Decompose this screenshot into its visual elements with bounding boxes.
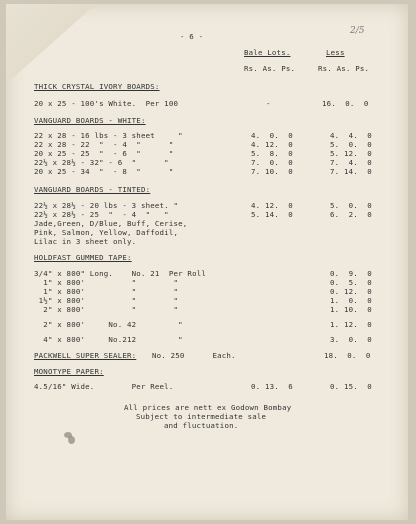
section-title: THICK CRYSTAL IVORY BOARDS: <box>34 82 160 91</box>
ink-spot <box>68 436 75 444</box>
row-less: 5. 0. 0 <box>330 140 372 149</box>
units-bale: Rs. As. Ps. <box>244 64 296 73</box>
row-bale: - <box>266 99 271 108</box>
row-less: 5. 12. 0 <box>330 149 372 158</box>
row-desc: No. 250 Each. <box>152 351 236 360</box>
row-bale: 7. 0. 0 <box>251 158 293 167</box>
row-less: 7. 4. 0 <box>330 158 372 167</box>
row-desc: 1" x 800' " " <box>34 278 179 287</box>
row-desc: 20 x 25 - 100's White. Per 100 <box>34 99 179 108</box>
row-less: 7. 14. 0 <box>330 167 372 176</box>
section-title: MONOTYPE PAPER: <box>34 367 104 376</box>
footer-line: and fluctuation. <box>164 421 239 430</box>
row-bale: 7. 10. 0 <box>251 167 293 176</box>
row-desc: 20 x 25 - 25 " - 6 " " <box>34 149 174 158</box>
row-less: 0. 5. 0 <box>330 278 372 287</box>
row-desc: 22½ x 28½ - 25 " - 4 " " <box>34 210 169 219</box>
row-desc: 1" x 800' " " <box>34 287 179 296</box>
row-desc: 22 x 28 - 22 " - 4 " " <box>34 140 174 149</box>
row-desc: 2" x 800' No. 42 " <box>34 320 183 329</box>
row-less: 16. 0. 0 <box>322 99 369 108</box>
row-desc: 1½" x 800' " " <box>34 296 179 305</box>
row-bale: 5. 14. 0 <box>251 210 293 219</box>
footer-line: Subject to intermediate sale <box>136 412 267 421</box>
section-title: VANGUARD BOARDS - WHITE: <box>34 116 146 125</box>
colour-note: Pink, Salmon, Yellow, Daffodil, <box>34 228 179 237</box>
row-less: 0. 12. 0 <box>330 287 372 296</box>
colour-note: Jade,Green, D/Blue, Buff, Cerise, <box>34 219 188 228</box>
row-less: 4. 4. 0 <box>330 131 372 140</box>
row-less: 5. 0. 0 <box>330 201 372 210</box>
row-less: 6. 2. 0 <box>330 210 372 219</box>
footer-line: All prices are nett ex Godown Bombay <box>124 403 292 412</box>
row-less: 0. 15. 0 <box>330 382 372 391</box>
colour-note: Lilac in 3 sheet only. <box>34 237 137 246</box>
header-less: Less <box>326 48 345 57</box>
section-title: HOLDFAST GUMMED TAPE: <box>34 253 132 262</box>
row-bale: 0. 13. 6 <box>251 382 293 391</box>
row-desc: 4.5/16" Wide. Per Reel. <box>34 382 174 391</box>
folded-corner <box>6 4 96 84</box>
document-page <box>6 4 408 520</box>
row-bale: 4. 0. 0 <box>251 131 293 140</box>
row-less: 1. 12. 0 <box>330 320 372 329</box>
row-bale: 4. 12. 0 <box>251 140 293 149</box>
row-bale: 5. 8. 0 <box>251 149 293 158</box>
row-desc: 22 x 28 - 16 lbs - 3 sheet " <box>34 131 183 140</box>
row-less: 1. 10. 0 <box>330 305 372 314</box>
pencil-note: 2/5 <box>350 26 365 36</box>
section-title: VANGUARD BOARDS - TINTED: <box>34 185 151 194</box>
header-bale-lots: Bale Lots. <box>244 48 291 57</box>
row-desc: 20 x 25 - 34 " - 8 " " <box>34 167 174 176</box>
row-less: 18. 0. 0 <box>324 351 371 360</box>
row-bale: 4. 12. 0 <box>251 201 293 210</box>
row-less: 0. 9. 0 <box>330 269 372 278</box>
row-desc: 22½ x 28½ - 32" - 6 " " <box>34 158 169 167</box>
row-desc: 3/4" x 800" Long. No. 21 Per Roll <box>34 269 207 278</box>
units-less: Rs. As. Ps. <box>318 64 370 73</box>
row-desc: 22½ x 28½ - 20 lbs - 3 sheet. " <box>34 201 179 210</box>
row-less: 1. 0. 0 <box>330 296 372 305</box>
row-desc: 4" x 800' No.212 " <box>34 335 183 344</box>
section-title: PACKWELL SUPER SEALER: <box>34 351 137 360</box>
row-desc: 2" x 800' " " <box>34 305 179 314</box>
row-less: 3. 0. 0 <box>330 335 372 344</box>
page-number: - 6 - <box>180 32 204 41</box>
